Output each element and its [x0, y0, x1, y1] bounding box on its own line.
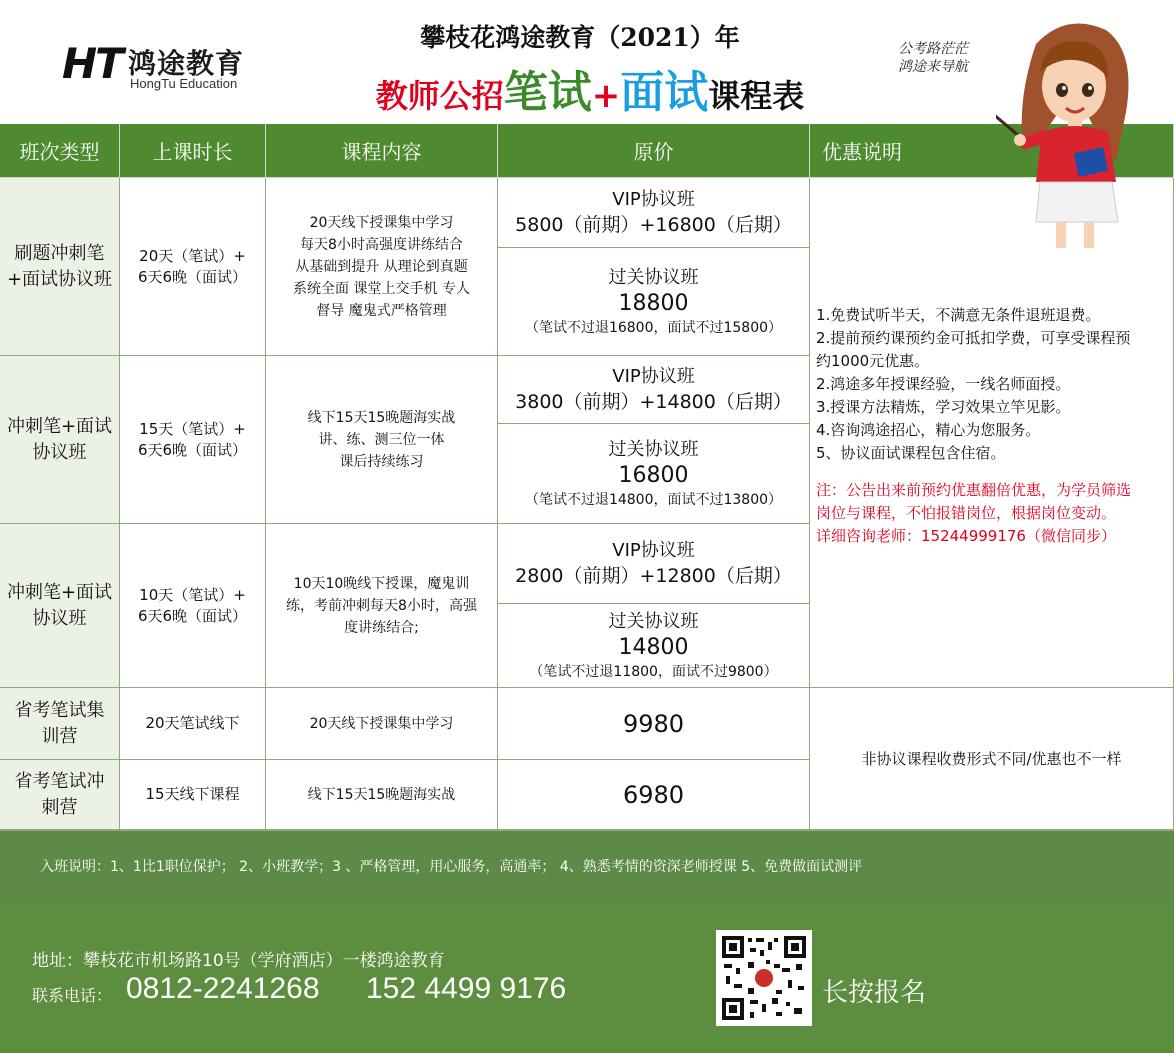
row1-content-line: 督导 魔鬼式严格管理	[316, 302, 447, 319]
phone-landline[interactable]: 0812-2241268	[126, 972, 320, 1005]
header-duration: 上课时长	[120, 124, 266, 178]
row2-content-line: 课后持续练习	[339, 453, 424, 470]
discount-note: 3.授课方法精炼，学习效果立竿见影。	[816, 398, 1071, 416]
row2-duration	[120, 356, 266, 524]
discount-note: 5、协议面试课程包含住宿。	[816, 444, 1006, 462]
row2-pass-note: （笔试不过退14800，面试不过13800）	[524, 491, 783, 508]
header-discount: 优惠说明	[810, 124, 1174, 178]
row1-content-line: 系统全面 课堂上交手机 专人	[293, 280, 470, 297]
discount-note: 4.咨询鸿途招心，精心为您服务。	[816, 421, 1041, 439]
row1-pass-note: （笔试不过退16800，面试不过15800）	[524, 319, 783, 336]
discount-note: 1.免费试听半天，不满意无条件退班退费。	[816, 306, 1101, 324]
row2-vip-amount: 3800（前期）+14800（后期）	[515, 390, 792, 413]
logo-chinese-name: 鸿途教育	[128, 47, 245, 80]
qr-code-graphic	[720, 934, 808, 1022]
slogan-line2: 鸿途来导航	[898, 59, 968, 75]
row3-duration-written: 10天（笔试）+	[139, 585, 246, 604]
row2-content	[266, 356, 498, 524]
row2-content-line: 讲、练、测三位一体	[318, 431, 445, 448]
row4-class-type: 省考笔试集训营	[0, 688, 120, 760]
row2-pass-title: 过关协议班	[608, 438, 699, 460]
title-part-plus: +	[591, 76, 621, 116]
row1-content	[266, 178, 498, 356]
row3-content-line: 度讲练结合;	[344, 619, 419, 636]
row3-vip-title: VIP协议班	[612, 539, 695, 561]
row1-class-type: 刷题冲刺笔+面试协议班	[0, 178, 120, 356]
discount-note: 2.鸿途多年授课经验，一线名师面授。	[816, 375, 1071, 393]
row1-pass-price	[498, 248, 810, 356]
row4-duration: 20天笔试线下	[120, 688, 266, 760]
qr-code[interactable]	[716, 930, 812, 1026]
title-part-schedule: 课程表	[708, 77, 805, 115]
discount-note: 2.提前预约课预约金可抵扣学费，可享受课程预	[816, 329, 1131, 347]
page-title-line1: 攀枝花鸿途教育（2021）年	[420, 23, 740, 52]
promo-note: 岗位与课程，不怕报错岗位，根据岗位变动。	[816, 504, 1117, 522]
discount-note: 约1000元优惠。	[816, 352, 930, 370]
page-title-line2	[300, 56, 880, 120]
address: 地址：攀枝花市机场路10号（学府酒店）一楼鸿途教育	[32, 951, 445, 971]
row2-pass-price	[498, 424, 810, 524]
row1-pass-amount: 18800	[618, 290, 689, 316]
promo-note: 注：公告出来前预约优惠翻倍优惠，为学员筛选	[816, 481, 1132, 499]
row4-content: 20天线下授课集中学习	[266, 688, 498, 760]
row1-content-line: 20天线下授课集中学习	[309, 214, 454, 231]
row2-vip-title: VIP协议班	[612, 365, 695, 387]
header-content: 课程内容	[266, 124, 498, 178]
row1-content-line: 从基础到提升 从理论到真题	[295, 258, 468, 275]
title-part-interview: 面试	[620, 67, 709, 118]
row5-price: 6980	[498, 760, 810, 830]
teacher-cartoon-illustration	[996, 12, 1166, 252]
row2-duration-interview: 6天6晚（面试）	[137, 440, 248, 459]
admission-info-bar	[0, 830, 1174, 900]
slogan-line1: 公考路茫茫	[898, 41, 968, 57]
row5-class-type: 省考笔试冲刺营	[0, 760, 120, 830]
row3-content	[266, 524, 498, 688]
row4-price: 9980	[498, 688, 810, 760]
row5-duration: 15天线下课程	[120, 760, 266, 830]
phone-label: 联系电话：	[32, 986, 113, 1005]
row1-vip-price	[498, 178, 810, 248]
discount-notes	[810, 178, 1174, 688]
row1-vip-amount: 5800（前期）+16800（后期）	[515, 213, 792, 236]
row1-duration-written: 20天（笔试）+	[139, 246, 246, 265]
row5-content: 线下15天15晚题海实战	[266, 760, 498, 830]
row3-pass-note: （笔试不过退11800，面试不过9800）	[529, 663, 778, 680]
brand-logo	[62, 40, 262, 96]
admission-info-text: 入班说明：1、1比1职位保护； 2、小班教学；3 、严格管理，用心服务，高通率； 4、熟悉考情的资深老师授课 5、免费做面试测评	[40, 858, 863, 875]
row3-content-line: 练，考前冲刺每天8小时，高强	[286, 597, 477, 614]
row3-pass-price	[498, 604, 810, 688]
row3-vip-amount: 2800（前期）+12800（后期）	[515, 564, 792, 587]
row3-pass-title: 过关协议班	[608, 610, 699, 632]
logo-english-name: HongTu Education	[130, 76, 238, 91]
row1-duration-interview: 6天6晚（面试）	[137, 267, 248, 286]
phone-mobile[interactable]: 152 4499 9176	[366, 972, 567, 1005]
row3-duration-interview: 6天6晚（面试）	[137, 606, 248, 625]
header-class-type: 班次类型	[0, 124, 120, 178]
row3-duration	[120, 524, 266, 688]
row2-vip-price	[498, 356, 810, 424]
row2-class-type: 冲刺笔+面试协议班	[0, 356, 120, 524]
logo-mark: HT	[62, 39, 122, 88]
header-price: 原价	[498, 124, 810, 178]
qr-signup-label: 长按报名	[822, 978, 927, 1008]
row1-duration	[120, 178, 266, 356]
row1-content-line: 每天8小时高强度讲练结合	[300, 236, 463, 253]
row2-content-line: 线下15天15晚题海实战	[307, 409, 456, 426]
title-part-written: 笔试	[503, 67, 592, 118]
non-protocol-note: 非协议课程收费形式不同/优惠也不一样	[810, 688, 1174, 830]
title-part-recruit: 教师公招	[375, 77, 504, 115]
teacher-contact-note: 详细咨询老师：15244999176（微信同步）	[816, 527, 1116, 545]
slogan	[898, 40, 968, 76]
row3-vip-price	[498, 524, 810, 604]
row3-content-line: 10天10晚线下授课，魔鬼训	[293, 575, 470, 592]
footer	[0, 900, 1174, 1053]
row1-pass-title: 过关协议班	[608, 266, 699, 288]
row2-duration-written: 15天（笔试）+	[139, 419, 246, 438]
row3-class-type: 冲刺笔+面试协议班	[0, 524, 120, 688]
row1-vip-title: VIP协议班	[612, 188, 695, 210]
row2-pass-amount: 16800	[618, 462, 689, 488]
row3-pass-amount: 14800	[618, 634, 689, 660]
